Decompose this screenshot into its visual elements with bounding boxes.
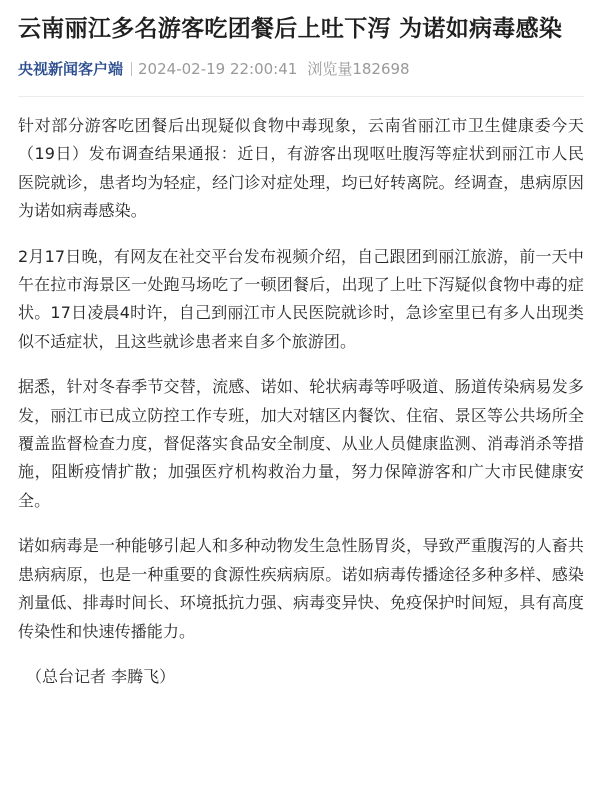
header-divider — [18, 96, 584, 97]
paragraph-4: 诺如病毒是一种能够引起人和多种动物发生急性肠胃炎，导致严重腹泻的人畜共患病病原，也是一种重要的食源性疾病病原。诺如病毒传播途径多种多样、感染剂量低、排毒时间长、环境抵抗力强、病毒变异快、免疫保护时间短，具有高度传染性和快速传播能力。 — [18, 536, 584, 641]
paragraph-3: 据悉，针对冬春季节交替，流感、诺如、轮状病毒等呼吸道、肠道传染病易发多发，丽江市已成立防控工作专班，加大对辖区内餐饮、住宿、景区等公共场所全覆盖监督检查力度，督促落实食品安全制度、从业人员健康监测、消毒消杀等措施，阻断疫情扩散；加强医疗机构救治力量，努力保障游客和广大市民健康安全。 — [18, 377, 584, 510]
article-body — [18, 112, 584, 691]
article-meta — [18, 58, 584, 80]
paragraph-2: 2月17日晚，有网友在社交平台发布视频介绍，自己跟团到丽江旅游，前一天中午在拉市海景区一处跑马场吃了一顿团餐后，出现了上吐下泻疑似食物中毒的症状。17日凌晨4时许，自己到丽江市人民医院就诊时，急诊室里已有多人出现类似不适症状，且这些就诊患者来自多个旅游团。 — [18, 246, 584, 351]
source-link[interactable]: 央视新闻客户端 — [18, 60, 124, 78]
view-count: 浏览量182698 — [307, 60, 410, 78]
reporter-byline: （总台记者 李腾飞） — [26, 666, 176, 686]
meta-divider — [131, 62, 132, 76]
article-title: 云南丽江多名游客吃团餐后上吐下泻 为诺如病毒感染 — [18, 16, 563, 42]
publish-time: 2024-02-19 22:00:41 — [138, 60, 298, 78]
paragraph-1: 针对部分游客吃团餐后出现疑似食物中毒现象，云南省丽江市卫生健康委今天（19日）发布调查结果通报：近日，有游客出现呕吐腹泻等症状到丽江市人民医院就诊，患者均为轻症，经门诊对症处理，均已好转离院。经调查，患病原因为诺如病毒感染。 — [18, 116, 584, 221]
